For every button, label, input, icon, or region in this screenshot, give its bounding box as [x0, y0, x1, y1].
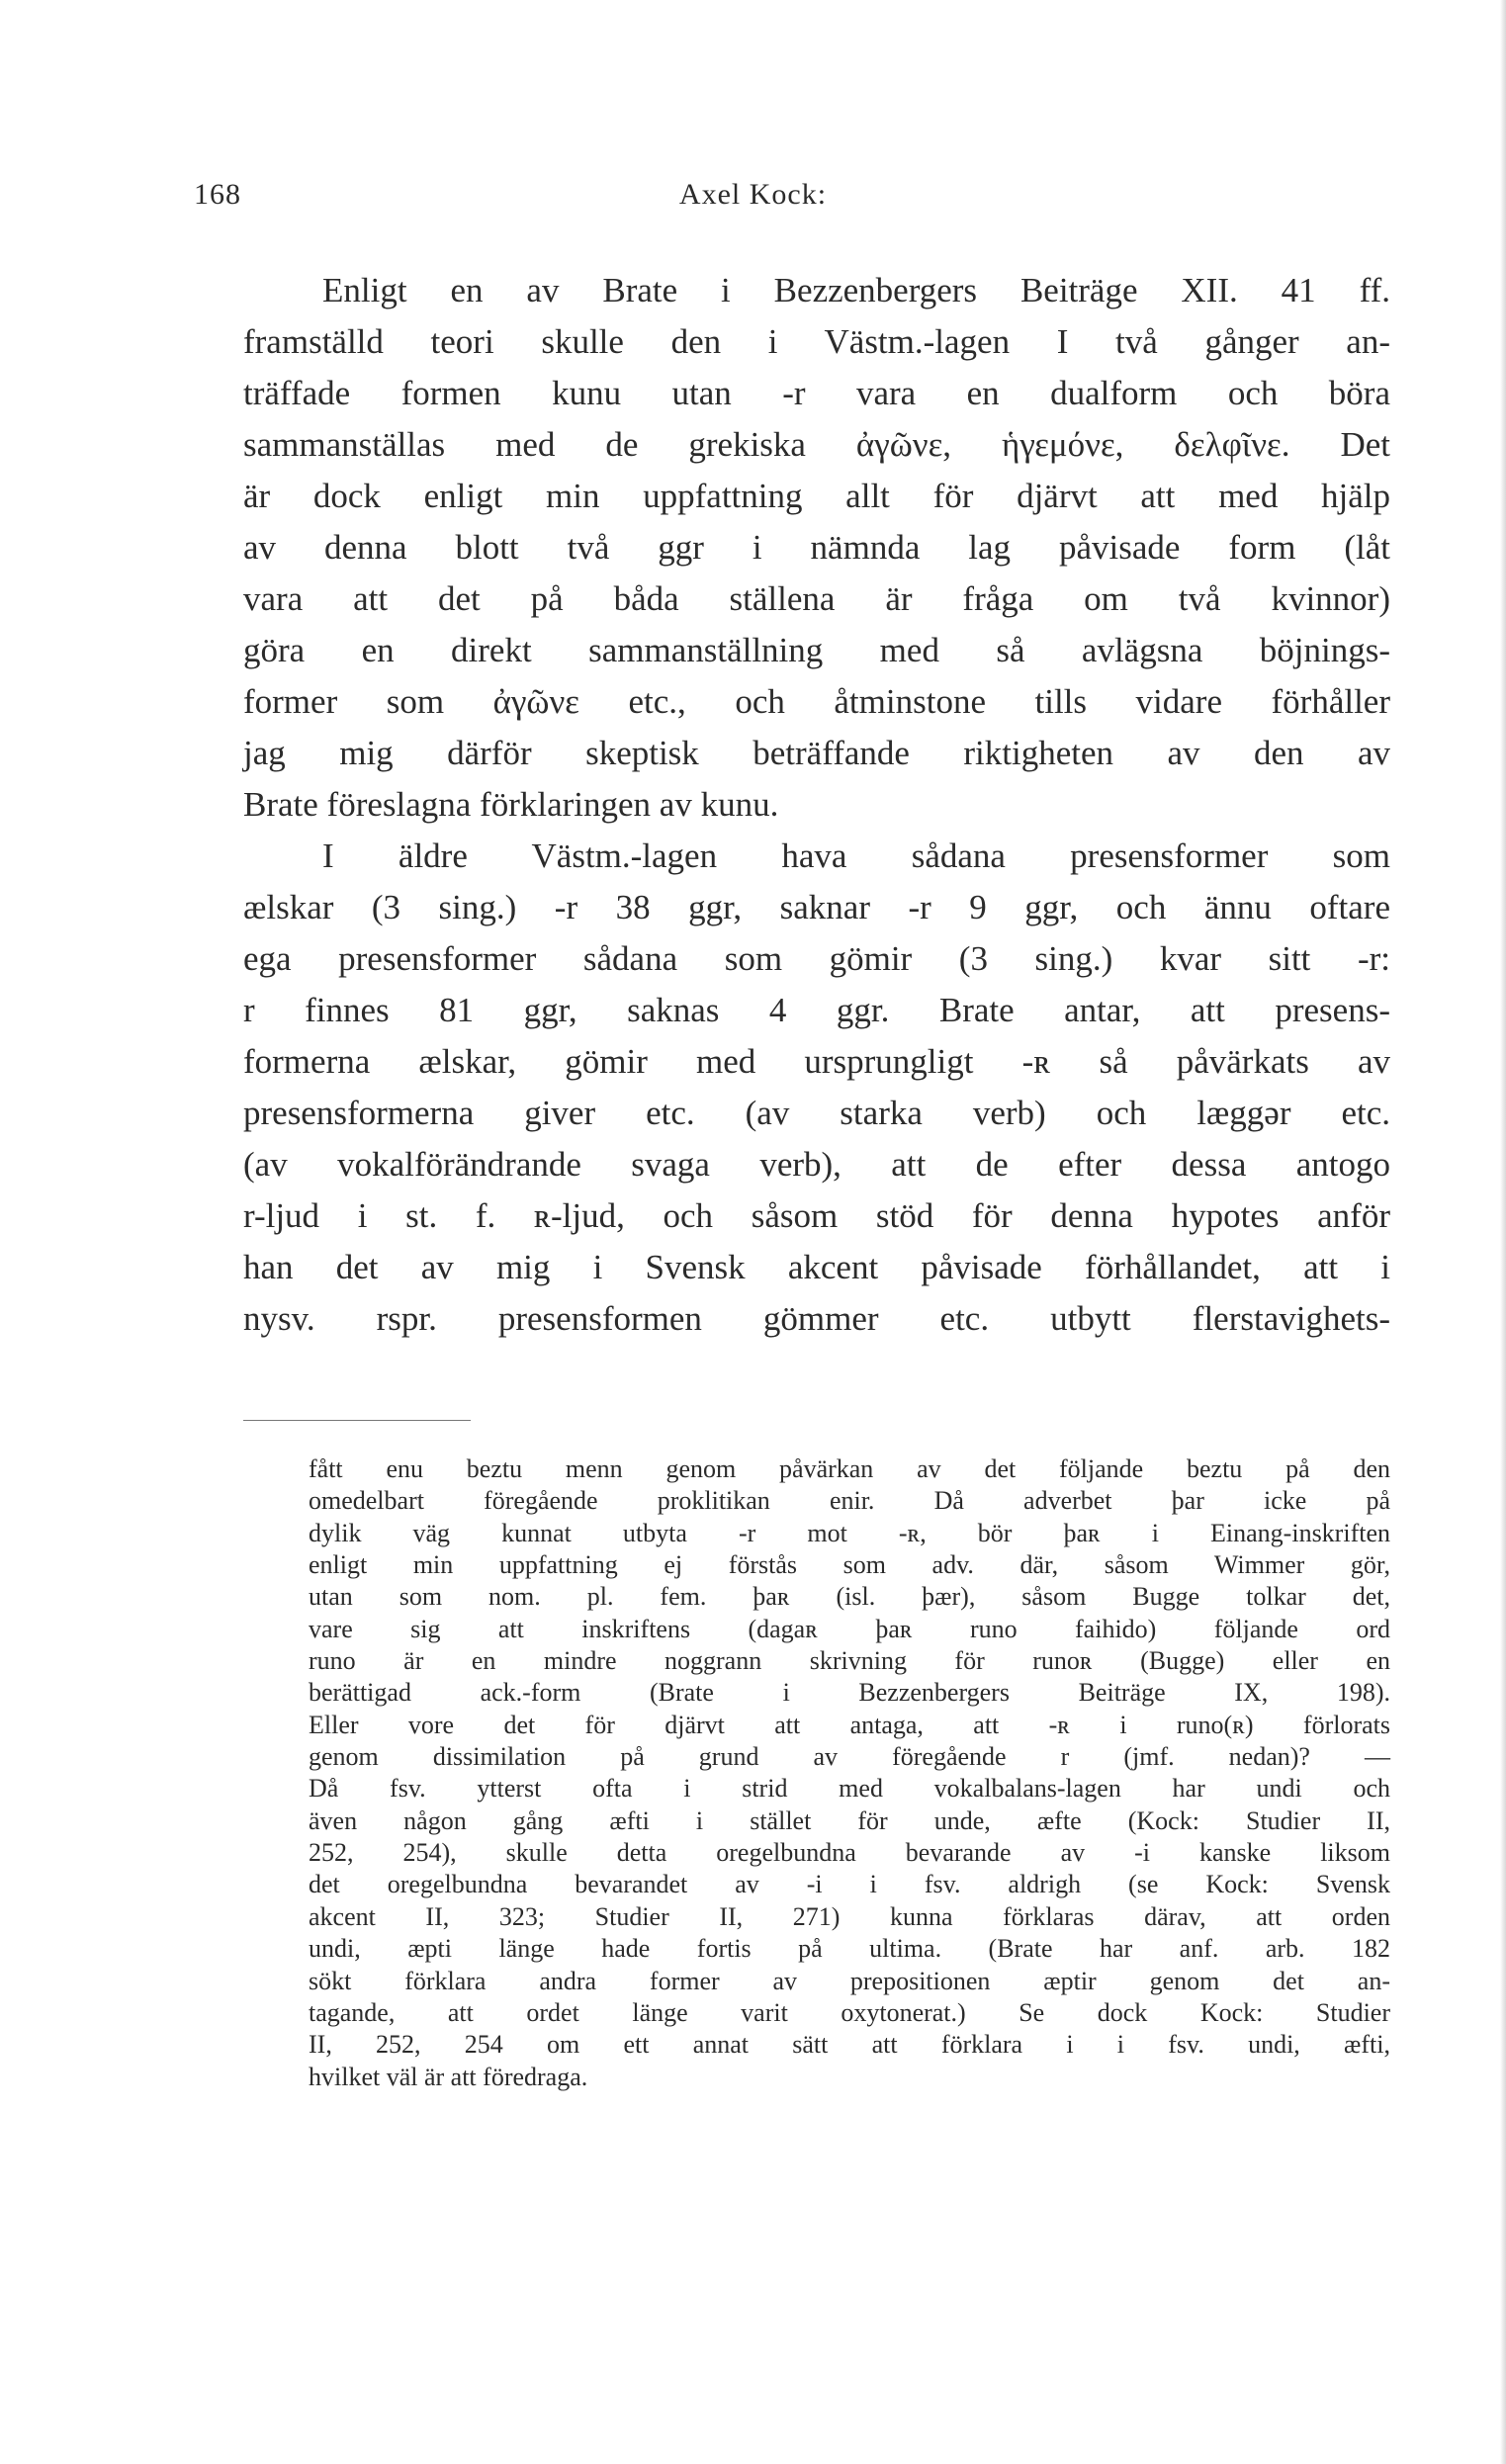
text-line: ega presensformer sådana som gömir (3 sing.) kvar sitt -r: — [243, 939, 1390, 978]
text-line: jag mig därför skeptisk beträffande riktigheten av den av — [243, 734, 1390, 772]
text-line: träffade formen kunu utan -r vara en dualform och böra — [243, 374, 1390, 412]
text-line: vara att det på båda ställena är fråga om två kvinnor) — [243, 579, 1390, 618]
footnote-line: fått enu beztu menn genom påvärkan av det följande beztu på den — [309, 1454, 1390, 1483]
footnote-line: akcent II, 323; Studier II, 271) kunna förklaras därav, att orden — [309, 1901, 1390, 1931]
text-line: göra en direkt sammanställning med så avlägsna böjnings- — [243, 631, 1390, 669]
page-edge-shadow — [1500, 0, 1506, 2464]
footnote-line: tagande, att ordet länge varit oxytonerat.) Se dock Kock: Studier — [309, 1997, 1390, 2027]
text-line: är dock enligt min uppfattning allt för djärvt att med hjälp — [243, 477, 1390, 515]
text-line: (av vokalförändrande svaga verb), att de efter dessa antogo — [243, 1145, 1390, 1184]
text-line: presensformerna giver etc. (av starka verb) och læggər etc. — [243, 1094, 1390, 1132]
text-line: r-ljud i st. f. ʀ-ljud, och såsom stöd för denna hypotes anför — [243, 1196, 1390, 1235]
footnote-line: enligt min uppfattning ej förstås som adv. där, såsom Wimmer gör, — [309, 1550, 1390, 1580]
text-line: han det av mig i Svensk akcent påvisade förhållandet, att i — [243, 1248, 1390, 1286]
footnote-line: II, 252, 254 om ett annat sätt att förklara i i fsv. undi, æfti, — [309, 2030, 1390, 2060]
text-line: nysv. rspr. presensformen gömmer etc. utbytt flerstavighets- — [243, 1299, 1390, 1338]
footnote-line: sökt förklara andra former av prepositionen æptir genom det an- — [309, 1966, 1390, 1995]
footnote-line: omedelbart föregående proklitikan enir. Då adverbet þar icke på — [309, 1486, 1390, 1516]
page-number: 168 — [194, 178, 241, 211]
text-line: sammanställas med de grekiska ἀγῶνε, ἡγεμόνε, δελφῖνε. Det — [243, 425, 1390, 464]
footnote-line: utan som nom. pl. fem. þaʀ (isl. þær), såsom Bugge tolkar det, — [309, 1582, 1390, 1612]
text-line: former som ἀγῶνε etc., och åtminstone tills vidare förhåller — [243, 682, 1390, 721]
footnote-line: berättigad ack.-form (Brate i Bezzenbergers Beiträge IX, 198). — [309, 1678, 1390, 1708]
text-line: Brate föreslagna förklaringen av kunu. — [243, 785, 779, 824]
footnote-line: runo är en mindre noggrann skrivning för runoʀ (Bugge) eller en — [309, 1646, 1390, 1676]
text-line: r finnes 81 ggr, saknas 4 ggr. Brate antar, att presens- — [243, 991, 1390, 1029]
text-line: I äldre Västm.-lagen hava sådana presensformer som — [322, 836, 1390, 875]
text-line: Enligt en av Brate i Bezzenbergers Beiträge XII. 41 ff. — [322, 271, 1390, 309]
text-line: framställd teori skulle den i Västm.-lagen I två gånger an- — [243, 322, 1390, 361]
footnote — [309, 1453, 1390, 2093]
page-header — [0, 178, 1506, 227]
footnote-line: det oregelbundna bevarandet av -i i fsv. aldrigh (se Kock: Svensk — [309, 1870, 1390, 1899]
text-line: formerna ælskar, gömir med ursprungligt -ʀ så påvärkats av — [243, 1042, 1390, 1081]
running-title: Axel Kock: — [678, 178, 828, 211]
footnote-line: vare sig att inskriftens (dagaʀ þaʀ runo faihido) följande ord — [309, 1614, 1390, 1643]
text-line: ælskar (3 sing.) -r 38 ggr, saknar -r 9 ggr, och ännu oftare — [243, 888, 1390, 926]
footnote-line: även någon gång æfti i stället för unde, æfte (Kock: Studier II, — [309, 1805, 1390, 1835]
footnote-line: genom dissimilation på grund av föregående r (jmf. nedan)? — — [309, 1742, 1390, 1772]
footnote-line: Då fsv. ytterst ofta i strid med vokalbalans-lagen har undi och — [309, 1774, 1390, 1804]
footnote-line: dylik väg kunnat utbyta -r mot -ʀ, bör þaʀ i Einang-inskriften — [309, 1518, 1390, 1547]
footnote-line: hvilket väl är att föredraga. — [309, 2062, 588, 2091]
text-line: av denna blott två ggr i nämnda lag påvisade form (låt — [243, 528, 1390, 567]
footnote-line: 252, 254), skulle detta oregelbundna bevarande av -i kanske liksom — [309, 1838, 1390, 1868]
footnote-rule — [243, 1420, 471, 1421]
footnote-line: Eller vore det för djärvt att antaga, att -ʀ i runo(ʀ) förlorats — [309, 1710, 1390, 1739]
main-text — [243, 265, 1390, 1345]
footnote-line: undi, æpti länge hade fortis på ultima. (Brate har anf. arb. 182 — [309, 1934, 1390, 1964]
